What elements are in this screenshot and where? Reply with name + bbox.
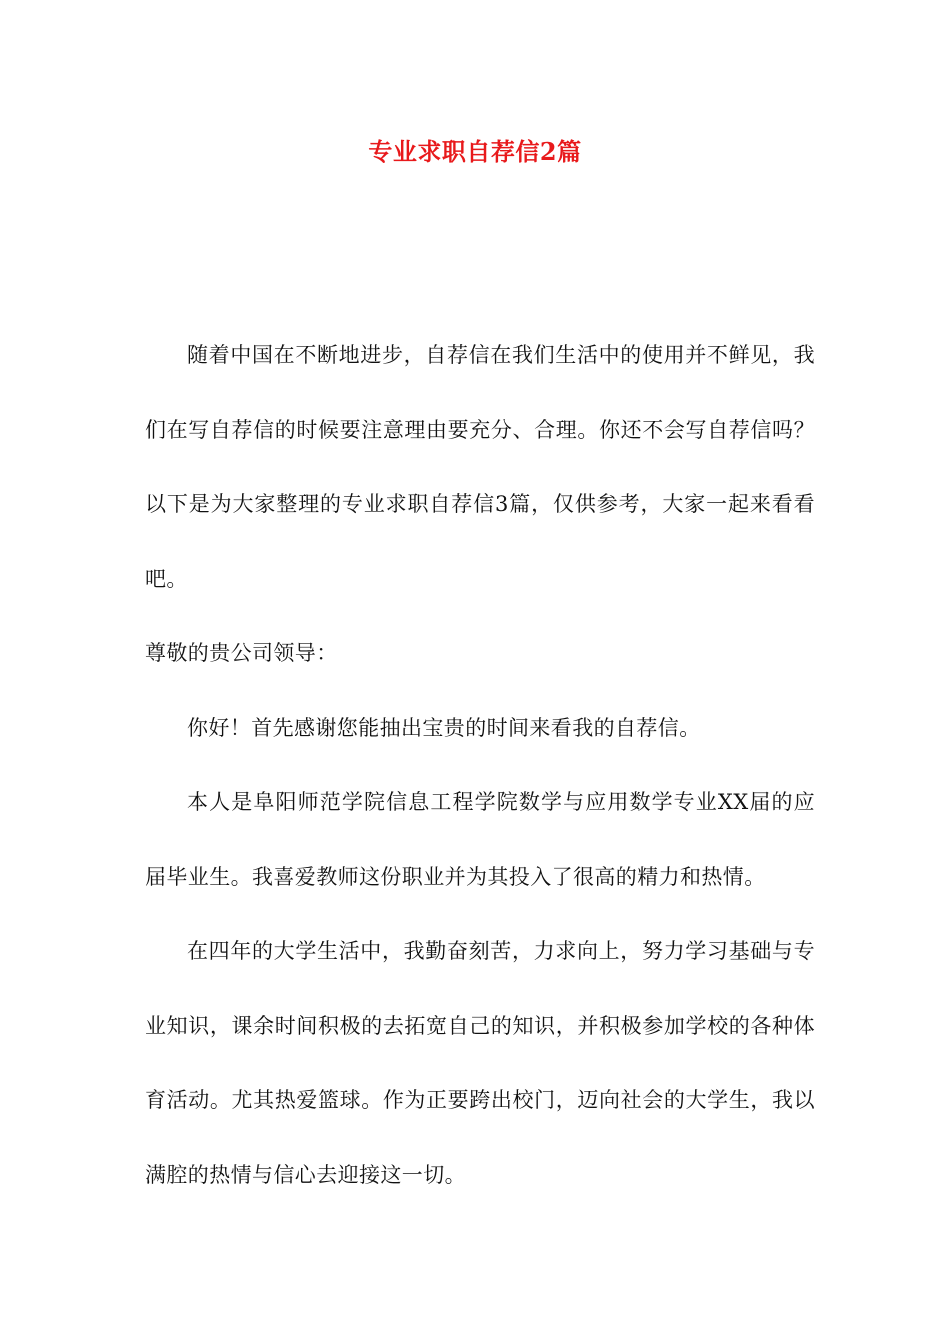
document-title: 专业求职自荐信2篇 bbox=[368, 137, 582, 166]
paragraph-self-introduction: 本人是阜阳师范学院信息工程学院数学与应用数学专业XX届的应届毕业生。我喜爱教师这份职业并为其投入了很高的精力和热情。 bbox=[145, 790, 815, 889]
paragraph-university-life: 在四年的大学生活中，我勤奋刻苦，力求向上，努力学习基础与专业知识，课余时间积极的去拓宽自己的知识，并积极参加学校的各种体育活动。尤其热爱篮球。作为正要跨出校门，迈向社会的大学生，我以满腔的热情与信心去迎接这一切。 bbox=[145, 939, 815, 1187]
document-body bbox=[145, 318, 815, 1212]
paragraph-intro: 随着中国在不断地进步，自荐信在我们生活中的使用并不鲜见，我们在写自荐信的时候要注意理由要充分、合理。你还不会写自荐信吗？以下是为大家整理的专业求职自荐信3篇，仅供参考，大家一起来看看吧。 bbox=[145, 343, 815, 591]
paragraph-salutation: 尊敬的贵公司领导： bbox=[145, 641, 338, 665]
paragraph-greeting: 你好！首先感谢您能抽出宝贵的时间来看我的自荐信。 bbox=[187, 715, 701, 740]
